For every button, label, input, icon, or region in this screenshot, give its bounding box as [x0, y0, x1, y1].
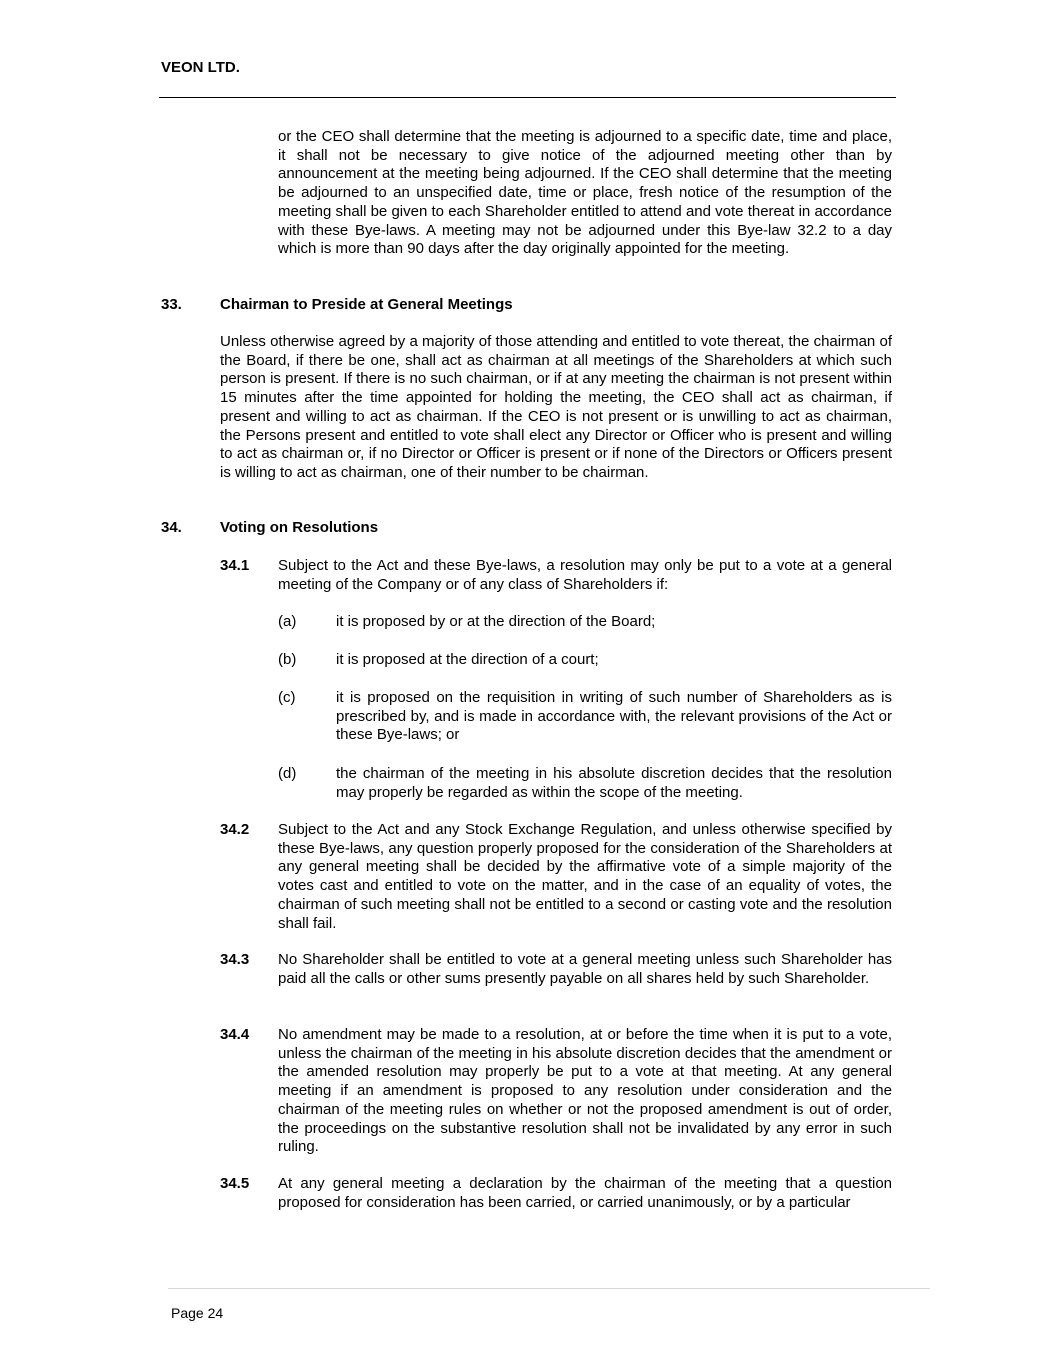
section-34-number: 34. [161, 519, 182, 536]
clause-text: No amendment may be made to a resolution, at or before the time when it is put to a vote, unless the chairman of the meeting in his absolute discretion decides that the amendment or the amended resolution may properly be put to a vote at that meeting. At any general meeting if an amendment is proposed to any resolution under consideration and the chairman of the meeting rules on whether or not the proposed amendment is out of order, the proceedings on the substantive resolution shall not be invalidated by any error in such ruling. [278, 1026, 892, 1156]
item-text: the chairman of the meeting in his absolute discretion decides that the resolution may properly be regarded as within the scope of the meeting. [336, 765, 892, 801]
page-number: Page 24 [171, 1305, 224, 1321]
section-33-body: Unless otherwise agreed by a majority of those attending and entitled to vote thereat, the chairman of the Board, if there be one, shall act as chairman at all meetings of the Shareholders at which such person is present. If there is no such chairman, or if at any meeting the chairman is not present within 15 minutes after the time appointed for holding the meeting, the CEO shall act as chairman, if present and willing to act as chairman. If the CEO is not present or is unwilling to act as chairman, the Persons present and entitled to vote shall elect any Director or Officer who is present and willing to act as chairman or, if no Director or Officer is present or if none of the Directors or Officers present is willing to act as chairman, one of their number to be chairman. [220, 333, 892, 481]
item-label: (b) [278, 651, 297, 668]
item-label: (c) [278, 689, 296, 706]
list-item-c [278, 689, 892, 745]
list-item-b [278, 651, 892, 670]
clause-34-2 [220, 821, 892, 933]
clause-text: No Shareholder shall be entitled to vote at a general meeting unless such Shareholder has paid all the calls or other sums presently payable on all shares held by such Shareholder. [278, 951, 892, 987]
clause-number: 34.2 [220, 821, 250, 838]
clause-34-3 [220, 951, 892, 988]
item-text: it is proposed on the requisition in writing of such number of Shareholders as is prescribed by, and is made in accordance with, the relevant provisions of the Act or these Bye-laws; or [336, 689, 892, 744]
clause-text: Subject to the Act and these Bye-laws, a resolution may only be put to a vote at a general meeting of the Company or of any class of Shareholders if: [278, 557, 892, 593]
clause-text: At any general meeting a declaration by the chairman of the meeting that a question proposed for consideration has been carried, or carried unanimously, or by a particular [278, 1175, 892, 1211]
header-rule [159, 97, 896, 98]
clause-34-1 [220, 557, 892, 594]
section-33-number: 33. [161, 296, 182, 313]
clause-number: 34.5 [220, 1175, 250, 1192]
section-33-title: Chairman to Preside at General Meetings [220, 296, 513, 313]
list-item-d [278, 765, 892, 802]
company-name: VEON LTD. [161, 59, 240, 76]
intro-paragraph: or the CEO shall determine that the meeting is adjourned to a specific date, time and place, it shall not be necessary to give notice of the adjourned meeting other than by announcement at the meeting being adjourned. If the CEO shall determine that the meeting be adjourned to an unspecified date, time or place, fresh notice of the resumption of the meeting shall be given to each Shareholder entitled to attend and vote thereat in accordance with these Bye-laws. A meeting may not be adjourned under this Bye-law 32.2 to a day which is more than 90 days after the day originally appointed for the meeting. [278, 128, 892, 258]
clause-34-4 [220, 1026, 892, 1157]
item-text: it is proposed by or at the direction of the Board; [336, 613, 656, 630]
clause-number: 34.3 [220, 951, 250, 968]
clause-text: Subject to the Act and any Stock Exchange Regulation, and unless otherwise specified by these Bye-laws, any question properly proposed for the consideration of the Shareholders at any general meeting shall be decided by the affirmative vote of a simple majority of the votes cast and entitled to vote on the matter, and in the case of an equality of votes, the chairman of such meeting shall not be entitled to a second or casting vote and the resolution shall fail. [278, 821, 892, 932]
clause-number: 34.4 [220, 1026, 250, 1043]
item-label: (a) [278, 613, 297, 630]
section-34-title: Voting on Resolutions [220, 519, 379, 536]
clause-34-5 [220, 1175, 892, 1212]
clause-number: 34.1 [220, 557, 250, 574]
item-label: (d) [278, 765, 297, 782]
list-item-a [278, 613, 892, 632]
item-text: it is proposed at the direction of a court; [336, 651, 599, 668]
footer-rule [168, 1288, 930, 1289]
